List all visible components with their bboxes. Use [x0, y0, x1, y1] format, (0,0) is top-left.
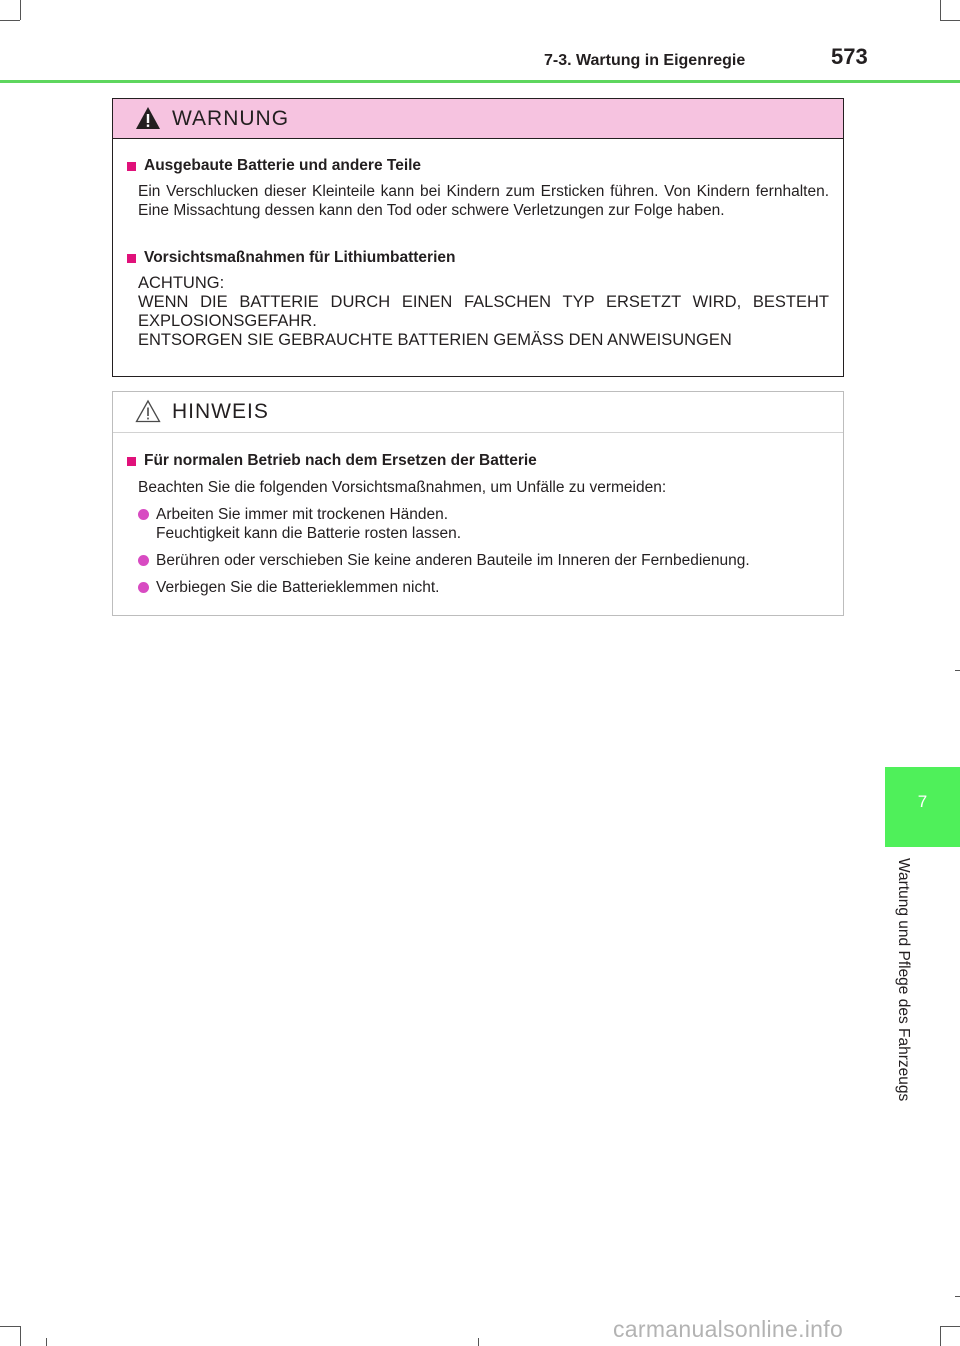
crop-mark	[955, 670, 960, 671]
warning-item-title: Vorsichtsmaßnahmen für Lithiumbatterien	[144, 249, 456, 266]
round-bullet-icon	[138, 582, 149, 593]
warning-item	[127, 249, 829, 350]
crop-mark	[478, 1338, 479, 1346]
square-bullet-icon	[127, 457, 136, 466]
warning-triangle-icon	[135, 106, 161, 130]
chapter-tab	[885, 767, 960, 847]
crop-mark	[940, 1326, 960, 1327]
bullet-text: Arbeiten Sie immer mit trockenen Händen.	[156, 506, 449, 523]
bullet-text: Verbiegen Sie die Batterieklemmen nicht.	[156, 579, 440, 596]
crop-mark	[0, 20, 20, 21]
crop-mark	[20, 1326, 21, 1346]
list-item	[138, 505, 829, 543]
header-rule	[0, 80, 960, 83]
crop-mark	[46, 1338, 47, 1346]
caution-line: ACHTUNG:	[138, 274, 225, 292]
warning-box	[112, 98, 844, 377]
square-bullet-icon	[127, 162, 136, 171]
warning-item-body	[138, 274, 829, 350]
warning-item	[127, 157, 829, 220]
warning-item-title: Ausgebaute Batterie und andere Teile	[144, 157, 422, 174]
crop-mark	[940, 0, 941, 20]
notice-item	[127, 452, 829, 597]
warning-header	[113, 99, 843, 139]
crop-mark	[0, 1326, 20, 1327]
notice-box	[112, 391, 844, 616]
crop-mark	[955, 1296, 960, 1297]
notice-intro: Beachten Sie die folgenden Vorsichtsmaßnahmen, um Unfälle zu vermeiden:	[138, 479, 667, 496]
caution-line: ENTSORGEN SIE GEBRAUCHTE BATTERIEN GEMÄSS DEN ANWEISUNGEN	[138, 331, 732, 349]
section-title: 7-3. Wartung in Eigenregie	[544, 52, 746, 69]
round-bullet-icon	[138, 509, 149, 520]
crop-mark	[940, 20, 960, 21]
crop-mark	[940, 1326, 941, 1346]
chapter-title: Wartung und Pflege des Fahrzeugs	[895, 858, 912, 1102]
bullet-text: Feuchtigkeit kann die Batterie rosten lassen.	[156, 525, 462, 542]
watermark: carmanualsonline.info	[613, 1316, 844, 1342]
notice-label: HINWEIS	[172, 400, 269, 423]
notice-header	[113, 392, 843, 433]
square-bullet-icon	[127, 254, 136, 263]
notice-item-title: Für normalen Betrieb nach dem Ersetzen der Batterie	[144, 452, 537, 469]
list-item	[138, 578, 829, 597]
list-item	[138, 551, 829, 570]
page-number: 573	[831, 44, 868, 69]
caution-line: WENN DIE BATTERIE DURCH EINEN FALSCHEN TYP ERSETZT WIRD, BESTEHT EXPLOSIONSGEFAHR.	[138, 293, 829, 330]
bullet-text: Berühren oder verschieben Sie keine anderen Bauteile im Inneren der Fernbedienung.	[156, 552, 750, 569]
warning-item-body: Ein Verschlucken dieser Kleinteile kann bei Kindern zum Ersticken führen. Von Kindern fernhalten. Eine Missachtung dessen kann den Tod oder schwere Verletzungen zur Folge haben.	[138, 183, 829, 219]
round-bullet-icon	[138, 555, 149, 566]
crop-mark	[20, 0, 21, 20]
caution-triangle-icon	[135, 399, 161, 423]
chapter-number: 7	[917, 792, 928, 811]
warning-label: WARNUNG	[172, 107, 290, 130]
